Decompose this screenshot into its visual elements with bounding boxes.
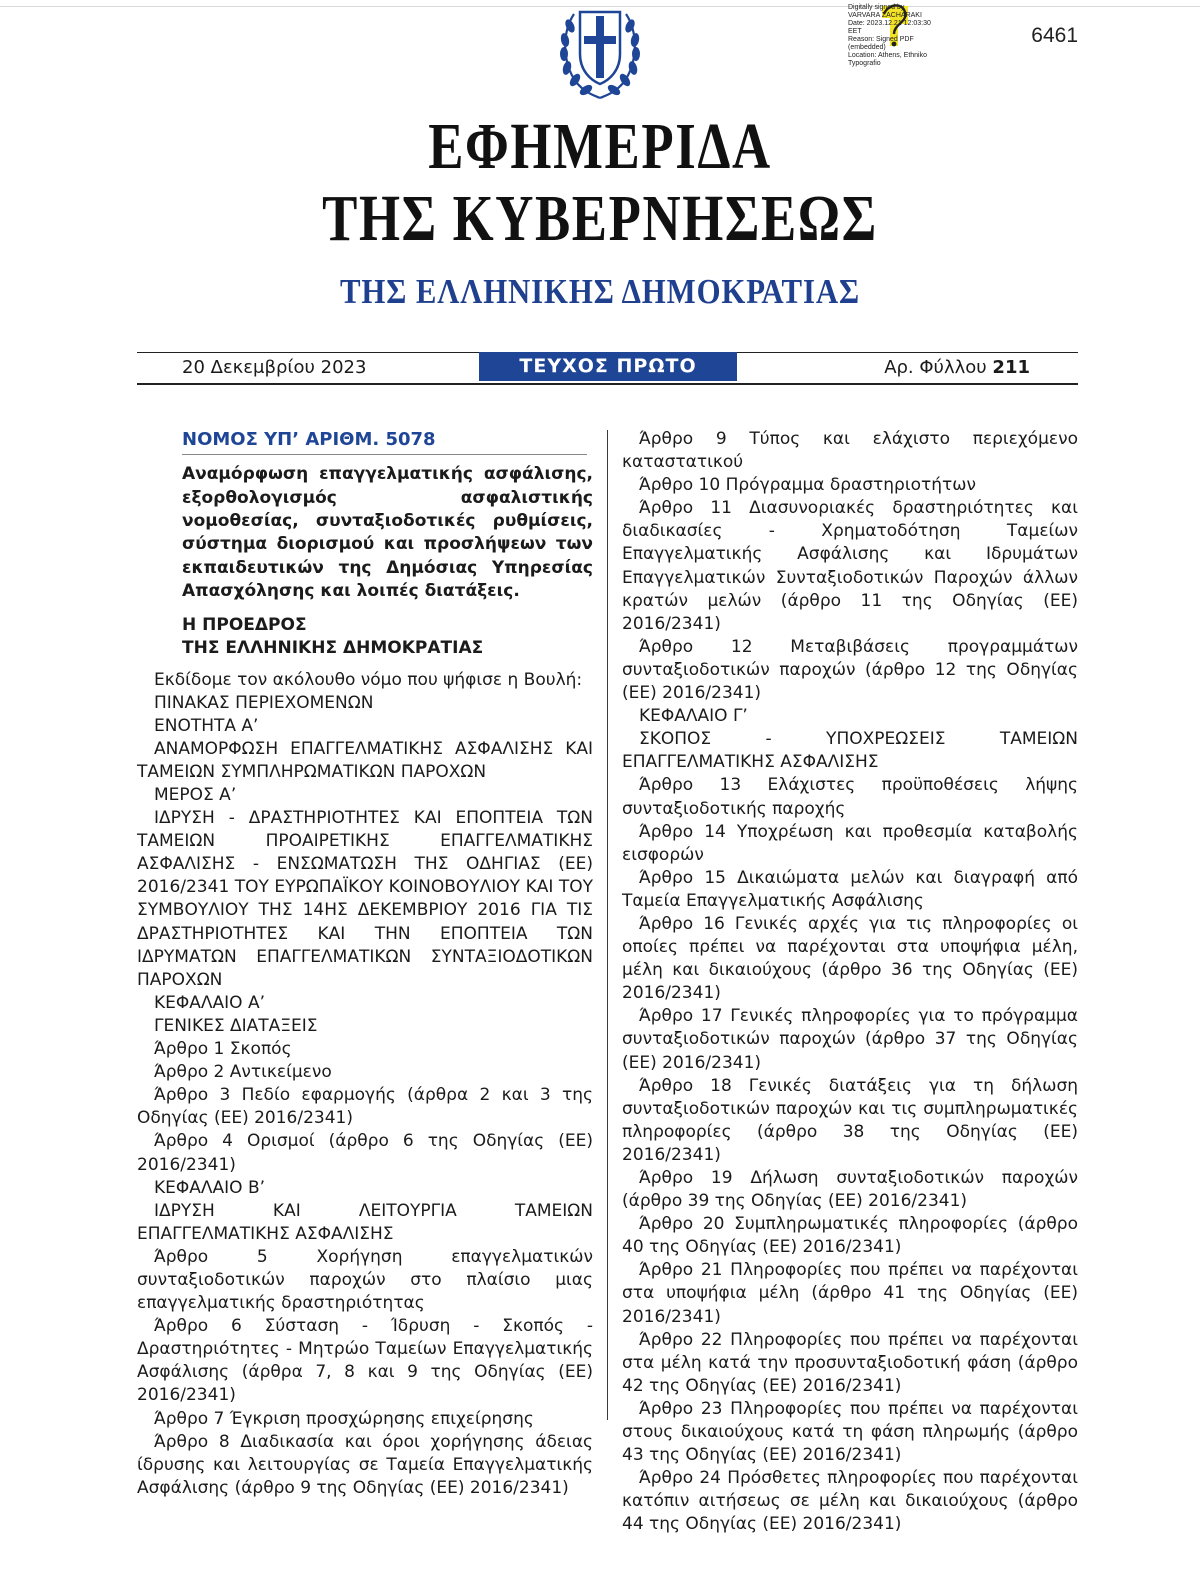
masthead-title-line2: ΤΗΣ ΚΥΒΕΡΝΗΣΕΩΣ	[322, 182, 878, 255]
toc-entry: ΚΕΦΑΛΑΙΟ Β’	[154, 1177, 266, 1198]
toc-entry: ΣΚΟΠΟΣ - ΥΠΟΧΡΕΩΣΕΙΣ ΤΑΜΕΙΩΝ ΕΠΑΓΓΕΛΜΑΤΙΚΗΣ ΑΣΦΑΛΙΣΗΣ	[622, 729, 1078, 773]
signature-line: Date: 2023.12.21 12:03:30	[848, 20, 931, 27]
right-column	[622, 428, 1078, 1537]
toc-entry: Άρθρο 11 Διασυνοριακές δραστηριότητες και διαδικασίες - Χρηματοδότηση Ταμείων Επαγγελματικής Ασφάλισης και Ιδρυμάτων Επαγγελματικών Συνταξιοδοτικών Παροχών άλλων κρατών μελών (άρθρο 11 της Οδηγίας (ΕΕ) 2016/2341)	[622, 498, 1078, 634]
toc-entry: ΓΕΝΙΚΕΣ ΔΙΑΤΑΞΕΙΣ	[154, 1015, 318, 1036]
signature-line: (embedded)	[848, 44, 886, 51]
masthead-subtitle: ΤΗΣ ΕΛΛΗΝΙΚΗΣ ΔΗΜΟΚΡΑΤΙΑΣ	[340, 272, 860, 311]
toc-entry: ΑΝΑΜΟΡΦΩΣΗ ΕΠΑΓΓΕΛΜΑΤΙΚΗΣ ΑΣΦΑΛΙΣΗΣ ΚΑΙ ΤΑΜΕΙΩΝ ΣΥΜΠΛΗΡΩΜΑΤΙΚΩΝ ΠΑΡΟΧΩΝ	[137, 738, 593, 782]
toc-entry: Άρθρο 20 Συμπληρωματικές πληροφορίες (άρθρο 40 της Οδηγίας (ΕΕ) 2016/2341)	[622, 1214, 1078, 1258]
issue-info-bar	[137, 352, 1078, 385]
toc-entry: ΜΕΡΟΣ Α’	[154, 785, 237, 805]
signature-line: VARVARA ZACHARAKI	[848, 12, 922, 19]
toc-entry: ΚΕΦΑΛΑΙΟ Α’	[154, 992, 265, 1013]
masthead-title-line1: ΕΦΗΜΕΡΙΔΑ	[428, 110, 772, 183]
toc-entry: ΙΔΡΥΣΗ - ΔΡΑΣΤΗΡΙΟΤΗΤΕΣ ΚΑΙ ΕΠΟΠΤΕΙΑ ΤΩΝ ΤΑΜΕΙΩΝ ΠΡΟΑΙΡΕΤΙΚΗΣ ΕΠΑΓΓΕΛΜΑΤΙΚΗΣ ΑΣΦΑΛΙΣΗΣ - ΕΝΣΩΜΑΤΩΣΗ ΤΗΣ ΟΔΗΓΙΑΣ (ΕΕ) 2016/2341 ΤΟΥ ΕΥΡΩΠΑΪΚΟΥ ΚΟΙΝΟΒΟΥΛΙΟΥ ΚΑΙ ΤΟΥ ΣΥΜΒΟΥΛΙΟΥ ΤΗΣ 14ΗΣ ΔΕΚΕΜΒΡΙΟΥ 2016 ΓΙΑ ΤΙΣ ΔΡΑΣΤΗΡΙΟΤΗΤΕΣ ΚΑΙ ΤΗΝ ΕΠΟΠΤΕΙΑ ΤΩΝ ΙΔΡΥΜΑΤΩΝ ΕΠΑΓΓΕΛΜΑΤΙΚΩΝ ΣΥΝΤΑΞΙΟΔΟΤΙΚΩΝ ΠΑΡΟΧΩΝ	[137, 808, 593, 990]
sheet-number	[884, 357, 1030, 378]
signature-line: Reason: Signed PDF	[848, 36, 914, 43]
signature-line: Typografio	[848, 60, 881, 67]
toc-entry: Άρθρο 4 Ορισμοί (άρθρο 6 της Οδηγίας (ΕΕ) 2016/2341)	[137, 1131, 593, 1175]
toc-entry: Άρθρο 12 Μεταβιβάσεις προγραμμάτων συνταξιοδοτικών παροχών (άρθρο 12 της Οδηγίας (ΕΕ) 2016/2341)	[622, 636, 1078, 704]
toc-entry: Άρθρο 18 Γενικές διατάξεις για τη δήλωση συνταξιοδοτικών παροχών και τις συμπληρωματικές πληροφορίες (άρθρο 38 της Οδηγίας (ΕΕ) 2016/2341)	[622, 1075, 1078, 1165]
president-line: Η ΠΡΟΕΔΡΟΣ	[182, 614, 307, 635]
toc-entry: Άρθρο 2 Αντικείμενο	[154, 1062, 332, 1083]
law-number: ΝΟΜΟΣ ΥΠ’ ΑΡΙΘΜ. 5078	[182, 428, 587, 455]
toc-entry: Εκδίδομε τον ακόλουθο νόμο που ψήφισε η Βουλή:	[154, 669, 583, 690]
column-divider	[607, 430, 608, 1420]
signature-line: EET	[848, 28, 862, 35]
sheet-value: 211	[992, 357, 1030, 378]
toc-entry: Άρθρο 19 Δήλωση συνταξιοδοτικών παροχών (άρθρο 39 της Οδηγίας (ΕΕ) 2016/2341)	[622, 1168, 1078, 1212]
toc-entry: Άρθρο 6 Σύσταση - Ίδρυση - Σκοπός - Δραστηριότητες - Μητρώο Ταμείων Επαγγελματικής Ασφάλισης (άρθρα 7, 8 και 9 της Οδηγίας (ΕΕ) 2016/2341)	[137, 1316, 593, 1406]
page-number: 6461	[1031, 24, 1078, 47]
toc-entry: ΙΔΡΥΣΗ ΚΑΙ ΛΕΙΤΟΥΡΓΙΑ ΤΑΜΕΙΩΝ ΕΠΑΓΓΕΛΜΑΤΙΚΗΣ ΑΣΦΑΛΙΣΗΣ	[137, 1200, 593, 1244]
toc-entry: Άρθρο 14 Υποχρέωση και προθεσμία καταβολής εισφορών	[622, 821, 1078, 865]
president-heading	[182, 614, 593, 660]
greek-coat-of-arms-icon	[552, 2, 648, 100]
toc-entry: Άρθρο 3 Πεδίο εφαρμογής (άρθρα 2 και 3 της Οδηγίας (ΕΕ) 2016/2341)	[137, 1085, 593, 1129]
toc-entry: Άρθρο 15 Δικαιώματα μελών και διαγραφή από Ταμεία Επαγγελματικής Ασφάλισης	[622, 867, 1078, 911]
toc-entry: ΠΙΝΑΚΑΣ ΠΕΡΙΕΧΟΜΕΝΩΝ	[154, 692, 374, 713]
toc-entry: ΚΕΦΑΛΑΙΟ Γ’	[639, 706, 748, 727]
toc-entry: Άρθρο 23 Πληροφορίες που πρέπει να παρέχονται στους δικαιούχους κατά τη φάση πληρωμής (άρθρο 43 της Οδηγίας (ΕΕ) 2016/2341)	[622, 1398, 1078, 1466]
issue-name-badge: ΤΕΥΧΟΣ ΠΡΩΤΟ	[479, 352, 737, 381]
toc-entry: Άρθρο 10 Πρόγραμμα δραστηριοτήτων	[639, 475, 976, 496]
toc-entry: Άρθρο 16 Γενικές αρχές για τις πληροφορίες οι οποίες πρέπει να παρέχονται στα υποψήφια μέλη, μέλη και δικαιούχους (άρθρο 36 της Οδηγίας (ΕΕ) 2016/2341)	[622, 913, 1078, 1004]
president-line: ΤΗΣ ΕΛΛΗΝΙΚΗΣ ΔΗΜΟΚΡΑΤΙΑΣ	[182, 637, 484, 658]
toc-entry: Άρθρο 24 Πρόσθετες πληροφορίες που παρέχονται κατόπιν αιτήσεως σε μέλη και δικαιούχους (άρθρο 44 της Οδηγίας (ΕΕ) 2016/2341)	[622, 1468, 1078, 1535]
toc-entry: ΕΝΟΤΗΤΑ Α’	[154, 715, 259, 736]
issue-date: 20 Δεκεμβρίου 2023	[182, 357, 367, 378]
toc-entry: Άρθρο 7 Έγκριση προσχώρησης επιχείρησης	[154, 1408, 534, 1429]
toc-entry: Άρθρο 22 Πληροφορίες που πρέπει να παρέχονται στα μέλη κατά την προσυνταξιοδοτική φάση (άρθρο 42 της Οδηγίας (ΕΕ) 2016/2341)	[622, 1329, 1078, 1396]
toc-entry: Άρθρο 8 Διαδικασία και όροι χορήγησης άδειας ίδρυσης και λειτουργίας σε Ταμεία Επαγγελματικής Ασφάλισης (άρθρο 9 της Οδηγίας (ΕΕ) 2016/2341)	[137, 1431, 593, 1498]
toc-entry: Άρθρο 9 Τύπος και ελάχιστο περιεχόμενο καταστατικού	[622, 429, 1078, 473]
law-title: Αναμόρφωση επαγγελματικής ασφάλισης, εξορθολογισμός ασφαλιστικής νομοθεσίας, συνταξιοδοτικές ρυθμίσεις, σύστημα διορισμού και προσλήψεων των εκπαιδευτικών της Δημόσιας Υπηρεσίας Απασχόλησης και λοιπές διατάξεις.	[182, 464, 593, 602]
left-column	[137, 428, 593, 1500]
toc-entry: Άρθρο 21 Πληροφορίες που πρέπει να παρέχονται στα υποψήφια μέλη (άρθρο 41 της Οδηγίας (ΕΕ) 2016/2341)	[622, 1260, 1078, 1327]
toc-entry: Άρθρο 1 Σκοπός	[154, 1039, 292, 1060]
digital-signature	[848, 4, 968, 68]
signature-line: Digitally signed by	[848, 4, 905, 11]
toc-entry: Άρθρο 5 Χορήγηση επαγγελματικών συνταξιοδοτικών παροχών στο πλαίσιο μιας επαγγελματικής δραστηριότητας	[137, 1246, 593, 1314]
toc-entry: Άρθρο 13 Ελάχιστες προϋποθέσεις λήψης συνταξιοδοτικής παροχής	[622, 775, 1078, 819]
toc-entry: Άρθρο 17 Γενικές πληροφορίες για το πρόγραμμα συνταξιοδοτικών παροχών (άρθρο 37 της Οδηγίας (ΕΕ) 2016/2341)	[622, 1006, 1078, 1073]
signature-line: Location: Athens, Ethniko	[848, 52, 927, 59]
sheet-label: Αρ. Φύλλου	[884, 357, 987, 378]
